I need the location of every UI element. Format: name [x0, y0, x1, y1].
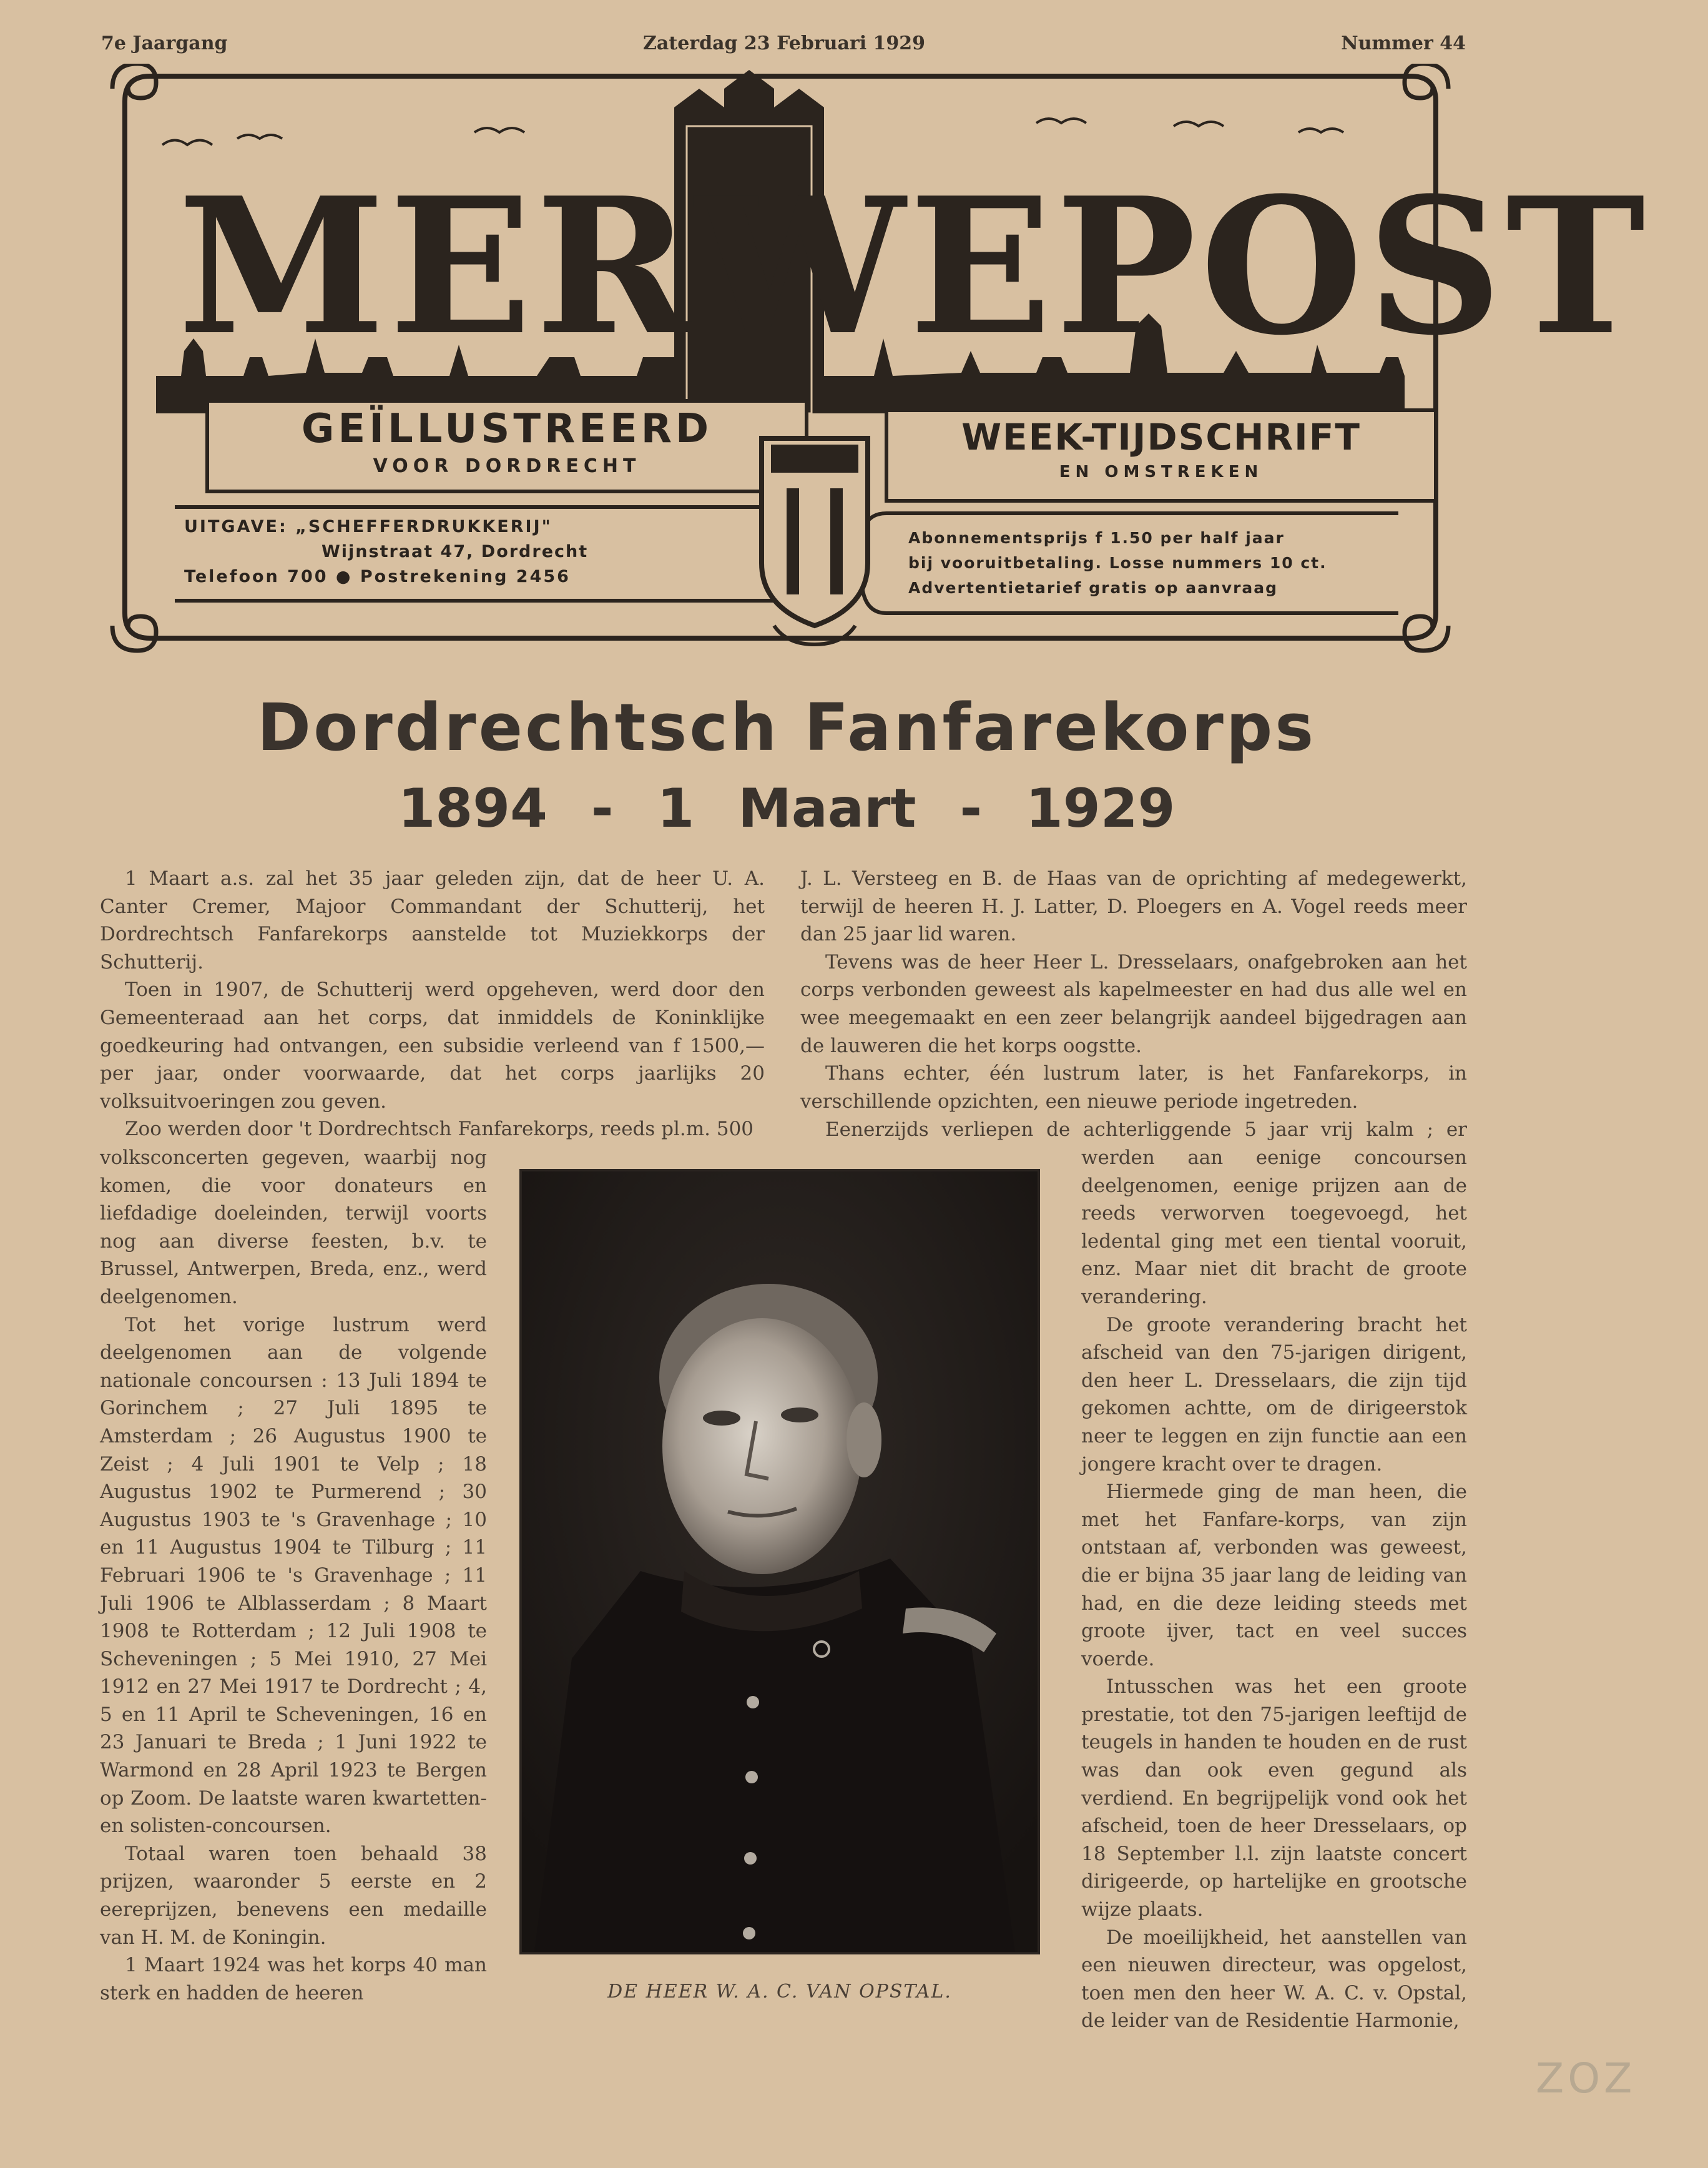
paragraph: Totaal waren toen behaald 38 prijzen, waaronder 5 eerste en 2 eereprijzen, benevens een medaille van H. M. de Koningin. — [100, 1842, 487, 1949]
paragraph: Tevens was de heer Heer L. Dresselaars, onafgebroken aan het corps verbonden geweest als kapelmeester en had dus alle wel en wee meegemaakt en een zeer belangrijk aandeel bijgedragen aan de lauweren die het korps oogstte. — [800, 950, 1467, 1057]
paragraph: Hiermede ging de man heen, die met het Fanfare-korps, van zijn ontstaan af, verbonden was geweest, die er bijna 35 jaar lang de leiding van had, en die deze leiding steeds met groote ijver, tact en veel succes voerde. — [1081, 1481, 1467, 1670]
title-letter: E — [389, 156, 536, 377]
publisher-info — [184, 515, 808, 608]
title-letter: E — [909, 156, 1056, 377]
paragraph: Toen in 1907, de Schutterij werd opgeheven, werd door den Gemeenteraad aan het corps, dat inmiddels de Koninklijke goedkeuring had ontvangen, een subsidie verleend van f 1500,— per jaar, onder voorwaarde, dat het corps jaarlijks 20 volksuitvoeringen zou geven. — [100, 978, 765, 1113]
article-column-left-top — [100, 865, 765, 1141]
title-letter: W — [695, 156, 910, 377]
masthead-subtitle-right — [886, 413, 1436, 501]
paragraph: J. L. Versteeg en B. de Haas van de oprichting af medegewerkt, terwijl de heeren H. J. Latter, D. Ploegers en A. Vogel reeds meer dan 25 jaar lid waren. — [800, 867, 1467, 946]
masthead — [100, 64, 1649, 654]
article-column-right-top — [800, 865, 1467, 1152]
issue-number: Nummer 44 — [1341, 32, 1466, 54]
subtitle-for-dordrecht: VOOR DORDRECHT — [373, 455, 641, 477]
paragraph: Zoo werden door 't Dordrechtsch Fanfarekorps, reeds pl.m. 500 — [125, 1118, 754, 1141]
article-column-right — [1081, 1144, 1467, 2032]
handwritten-annotation: ZOZ — [1536, 2054, 1636, 2102]
paragraph: 1 Maart 1924 was het korps 40 man sterk en hadden de heeren — [100, 1954, 487, 2004]
publisher-line: UITGAVE: „SCHEFFERDRUKKERIJ" — [184, 517, 552, 536]
publisher-phone: Telefoon 700 ● Postrekening 2456 — [184, 567, 571, 586]
article-headline: Dordrechtsch Fanfarekorps — [257, 689, 1317, 766]
masthead-title — [178, 156, 1649, 377]
subscription-line: Advertentietarief gratis op aanvraag — [908, 579, 1279, 597]
title-letter: O — [1200, 156, 1367, 377]
title-letter: M — [178, 156, 390, 377]
paragraph: Thans echter, één lustrum later, is het Fanfarekorps, in verschillende opzichten, een nieuwe periode ingetreden. — [800, 1062, 1467, 1113]
photo-caption: DE HEER W. A. C. VAN OPSTAL. — [607, 1981, 952, 2003]
subscription-line: Abonnementsprijs f 1.50 per half jaar — [908, 529, 1285, 547]
subtitle-surroundings: EN OMSTREKEN — [1059, 463, 1264, 481]
issue-date: Zaterdag 23 Februari 1929 — [643, 32, 926, 54]
title-letter: T — [1506, 156, 1649, 377]
paragraph-lead-line: Eenerzijds verliepen de achterliggende 5 jaar vrij kalm ; er — [825, 1118, 1467, 1141]
subtitle-illustrated: GEÏLLUSTREERD — [301, 406, 713, 452]
subscription-info — [908, 526, 1470, 619]
paragraph: Tot het vorige lustrum werd deelgenomen aan de volgende nationale concoursen : 13 Juli 1894 te Gorinchem ; 27 Juli 1895 te Amsterdam ; 26 Augustus 1900 te Zeist ; 4 Juli 1901 te Velp ; 18 Augustus 1902 te Purmerend ; 30 Augustus 1903 te 's Gravenhage ; 10 en 11 Augustus 1904 te Tilburg ; 11 Februari 1906 te 's Gravenhage ; 11 Juli 1906 te Alblasserdam ; 8 Maart 1908 te Rotterdam ; 12 Juli 1908 te Scheveningen ; 5 Mei 1910, 27 Mei 1912 en 27 Mei 1917 te Dordrecht ; 4, 5 en 11 April te Scheveningen, 16 en 23 Januari te Breda ; 1 Juni 1922 te Warmond en 28 April 1923 te Bergen op Zoom. De laatste waren kwartetten- en solisten-concoursen. — [100, 1313, 487, 1838]
paragraph: volksconcerten gegeven, waarbij nog komen, die voor donateurs en liefdadige doeleinden, terwijl voorts nog aan diverse feesten, b.v. te Brussel, Antwerpen, Breda, enz., werd deelgenomen. — [100, 1146, 487, 1308]
title-letter: R — [535, 156, 695, 377]
article-column-left — [100, 1144, 487, 2006]
paragraph: De moeilijkheid, het aanstellen van een nieuwen directeur, was opgelost, toen men den heer W. A. C. v. Opstal, de leider van de Residentie Harmonie, — [1081, 1926, 1467, 2032]
subscription-line: bij vooruitbetaling. Losse nummers 10 ct. — [908, 554, 1327, 572]
subtitle-weekly: WEEK-TIJDSCHRIFT — [961, 416, 1361, 458]
volume-label: 7e Jaargang — [101, 32, 228, 54]
paragraph: De groote verandering bracht het afscheid van den 75-jarigen dirigent, den heer L. Dresselaars, die zijn tijd gekomen achtte, om de dirigeerstok neer te leggen en zijn functie aan een jongere kracht over te dragen. — [1081, 1313, 1467, 1476]
masthead-subtitle-left — [207, 404, 807, 491]
portrait-photo — [519, 1169, 1040, 1954]
article-subheadline: 1894 - 1 Maart - 1929 — [398, 777, 1175, 840]
paragraph: 1 Maart a.s. zal het 35 jaar geleden zijn, dat de heer U. A. Canter Cremer, Majoor Commandant der Schutterij, het Dordrechtsch Fanfarekorps aanstelde tot Muziekkorps der Schutterij. — [100, 867, 765, 973]
portrait-illustration — [522, 1171, 1038, 1952]
title-letter: S — [1367, 156, 1506, 377]
paragraph: Intusschen was het een groote prestatie, tot den 75-jarigen leeftijd de teugels in handen te houden en de rust was dan ook even gegund als verdiend. En begrijpelijk vond ook het afscheid, toen de heer Dresselaars, op 18 September l.l. zijn laatste concert dirigeerde, op hartelijke en grootsche wijze plaats. — [1081, 1675, 1467, 1921]
publisher-address: Wijnstraat 47, Dordrecht — [321, 542, 589, 561]
title-letter: P — [1055, 156, 1200, 377]
paragraph: werden aan eenige concoursen deelgenomen, eenige prijzen aan de reeds verworven toegevoegd, het ledental ging met een tiental vooruit, enz. Maar niet dit bracht de groote verandering. — [1081, 1146, 1467, 1308]
